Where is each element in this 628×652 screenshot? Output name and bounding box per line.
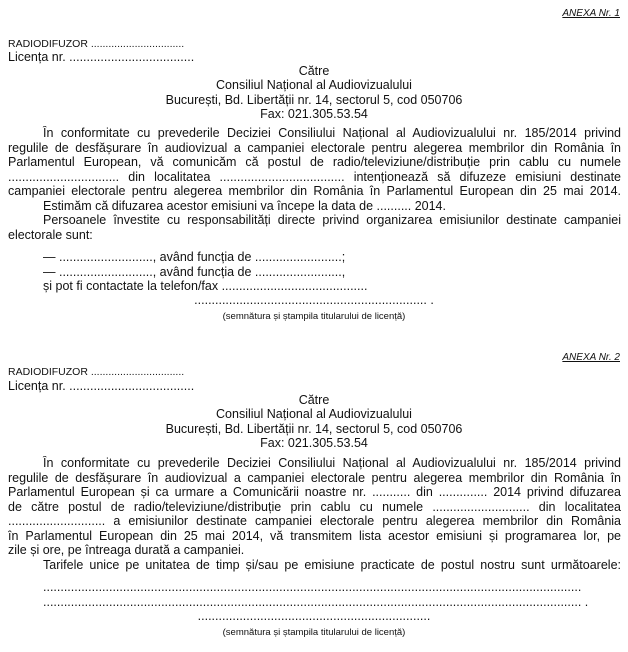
body-line: Estimăm că difuzarea acestor emisiuni va începe la data de .......... 2014. [43, 198, 446, 213]
radiodifuzor-field: RADIODIFUZOR ................................ [8, 366, 185, 378]
annex-1-label: ANEXA Nr. 1 [562, 8, 620, 19]
body-line: regulile de desfășurare în audiovizual a campaniei electorale pentru alegerea membrilor din România în [8, 140, 621, 155]
annex-1-body [8, 126, 621, 242]
contact-line: și pot fi contactate la telefon/fax .......................................... [43, 279, 368, 293]
body-line: ................................ din localitatea .................................... intenționează să difuzeze emisiuni destinate [8, 169, 621, 184]
body-line: Parlamentul European, vă comunicăm că postul de radio/televiziune/distribuție prin cablu cu numele [8, 155, 621, 169]
addressee-to: Către [298, 393, 330, 407]
signature-line: ................................................................... . [194, 293, 434, 307]
body-line: În conformitate cu prevederile Deciziei Consiliului Național al Audiovizualului nr. 185/2014 privind [43, 456, 621, 470]
annex-2-body [8, 456, 621, 572]
body-line: zile și ore, pe întreaga durată a campaniei. [8, 543, 245, 557]
body-line: regulile de desfășurare în audiovizual a campaniei electorale pentru alegerea membrilor din România în [8, 470, 621, 485]
addressee-address: București, Bd. Libertății nr. 14, sectorul 5, cod 050706 [165, 422, 463, 436]
signature-line: ................................................................... [197, 609, 431, 623]
person-line-1: — ..........................., având funcția de .........................; [43, 250, 346, 264]
body-line: de către postul de radio/televiziune/distribuție prin cablu cu numele ............................ din localitatea [8, 499, 621, 514]
signature-caption: (semnătura și ștampila titularului de licență) [222, 627, 406, 638]
annex-2-label: ANEXA Nr. 2 [562, 352, 620, 363]
tariff-dot-line-1: ........................................................................................................................................................... [43, 580, 582, 594]
licence-number-field: Licența nr. .................................... [8, 50, 195, 64]
signature-caption: (semnătura și ștampila titularului de licență) [222, 311, 406, 322]
radiodifuzor-field: RADIODIFUZOR ................................ [8, 38, 185, 50]
addressee-fax: Fax: 021.305.53.54 [260, 107, 368, 121]
licence-number-field: Licența nr. .................................... [8, 379, 195, 393]
body-line: în Parlamentul European din 25 mai 2014, vă transmitem lista acestor emisiuni și programarea lor, pe [8, 528, 621, 543]
addressee-institution: Consiliul Național al Audiovizualului [216, 78, 412, 92]
body-line: Persoanele învestite cu responsabilități directe privind organizarea emisiunilor destinate campaniei [43, 213, 621, 227]
addressee-fax: Fax: 021.305.53.54 [260, 436, 368, 450]
body-line: campaniei electorale pentru alegerea membrilor din România în Parlamentul European din 25 mai 2014. [8, 184, 621, 198]
addressee-address: București, Bd. Libertății nr. 14, sectorul 5, cod 050706 [165, 93, 463, 107]
body-line: ............................ a emisiunilor destinate campaniei electorale pentru alegerea membrilor din România [8, 514, 621, 528]
addressee-institution: Consiliul Național al Audiovizualului [216, 407, 412, 421]
body-line: Parlamentul European și ca urmare a Comunicării noastre nr. ........... din .............. 2014 privind difuzarea [8, 485, 621, 499]
body-line: electorale sunt: [8, 227, 93, 242]
person-line-2: — ..........................., având funcția de ........................., [43, 265, 346, 279]
tariff-dot-line-2: ........................................................................................................................................................... . [43, 595, 589, 609]
addressee-to: Către [298, 64, 330, 78]
body-line: Tarifele unice pe unitatea de timp și/sau pe emisiune practicate de postul nostru sunt următoarele: [43, 557, 621, 572]
body-line: În conformitate cu prevederile Deciziei Consiliului Național al Audiovizualului nr. 185/2014 privind [43, 126, 621, 140]
